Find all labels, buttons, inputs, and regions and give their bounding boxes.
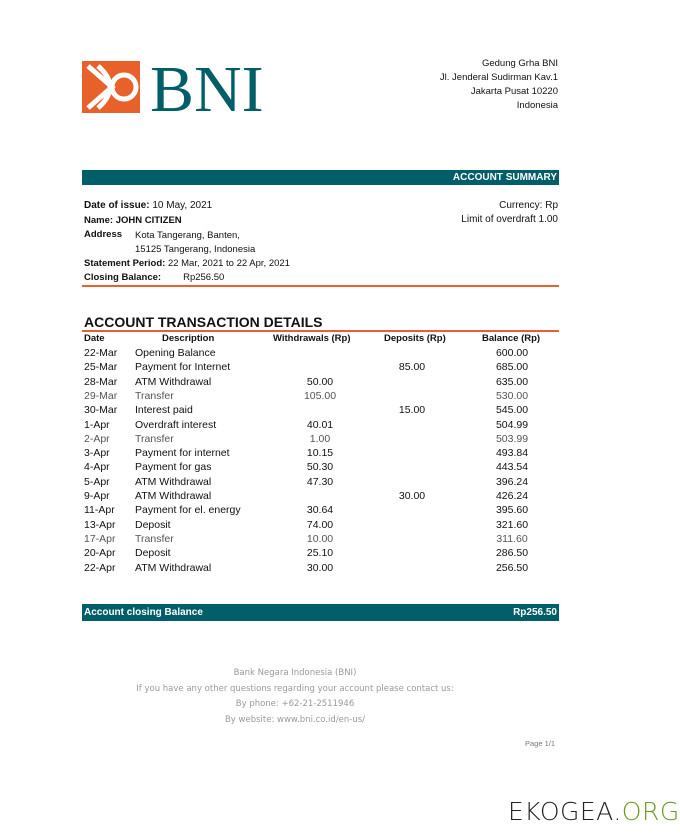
table-row [0, 547, 649, 561]
row-withdrawal: 47.30 [306, 475, 334, 488]
table-row [0, 519, 649, 533]
row-description: Transfer [135, 389, 174, 402]
row-balance: 396.24 [495, 475, 529, 488]
table-row [0, 490, 649, 504]
closing-balance-bar [82, 604, 559, 621]
table-row [0, 433, 649, 447]
col-withdrawals: Withdrawals (Rp) [273, 333, 351, 344]
row-description: Opening Balance [135, 347, 216, 359]
row-date: 5-Apr [84, 475, 110, 488]
table-row [0, 533, 649, 547]
closing-bar-value: Rp256.50 [513, 607, 557, 618]
customer-name: Name: JOHN CITIZEN [84, 215, 182, 226]
table-row [0, 476, 649, 490]
row-description: Payment for el. energy [135, 504, 241, 517]
row-withdrawal: 30.00 [306, 561, 334, 574]
row-date: 30-Mar [84, 404, 118, 417]
row-date: 29-Mar [84, 389, 118, 402]
row-withdrawal: 25.10 [306, 547, 334, 560]
row-balance: 503.99 [495, 432, 529, 445]
row-description: ATM Withdrawal [135, 475, 212, 488]
closing-bar-label: Account closing Balance [84, 607, 203, 618]
row-balance: 600.00 [495, 347, 529, 359]
row-date: 22-Mar [84, 347, 118, 359]
date-of-issue: Date of issue: 10 May, 2021 [84, 200, 213, 211]
table-row [0, 347, 649, 361]
currency: Currency: Rp [499, 200, 558, 211]
row-date: 13-Apr [84, 518, 116, 531]
bni-logo [82, 53, 287, 126]
row-date: 11-Apr [84, 504, 115, 517]
row-description: ATM Withdrawal [135, 375, 212, 388]
row-balance: 286.50 [495, 547, 529, 560]
address-line: Jakarta Pusat 10220 [470, 86, 558, 97]
row-withdrawal: 10.15 [306, 447, 334, 460]
overdraft-limit: Limit of overdraft 1.00 [461, 214, 558, 225]
row-withdrawal: 74.00 [306, 518, 334, 531]
row-balance: 311.60 [496, 532, 528, 545]
closing-balance: Closing Balance: Rp256.50 [84, 272, 225, 283]
row-balance: 545.00 [495, 404, 529, 417]
row-description: Payment for internet [135, 447, 230, 460]
footer-line: Bank Negara Indonesia (BNI) [233, 668, 357, 678]
table-row [0, 361, 649, 375]
divider [82, 285, 559, 287]
footer-contact [30, 666, 560, 728]
address-line: Gedung Grha BNI [481, 58, 558, 69]
row-description: ATM Withdrawal [135, 490, 212, 502]
row-date: 22-Apr [84, 561, 116, 574]
table-row [0, 562, 649, 576]
row-description: Overdraft interest [135, 418, 217, 431]
row-deposit: 30.00 [398, 490, 426, 502]
row-withdrawal: 50.30 [306, 461, 334, 474]
transactions-title: ACCOUNT TRANSACTION DETAILS [84, 314, 323, 330]
statement-period: Statement Period: 22 Mar, 2021 to 22 Apr, 2021 [84, 258, 290, 269]
row-balance: 443.54 [495, 461, 529, 474]
row-withdrawal: 105.00 [303, 389, 337, 402]
row-withdrawal: 1.00 [309, 432, 331, 445]
row-description: Transfer [135, 432, 174, 445]
col-balance: Balance (Rp) [482, 333, 541, 344]
row-balance: 256.50 [495, 561, 529, 574]
row-description: Payment for Internet [135, 361, 231, 374]
table-row [0, 404, 649, 418]
row-date: 1-Apr [84, 418, 110, 431]
row-date: 28-Mar [84, 375, 118, 388]
row-date: 20-Apr [84, 547, 116, 560]
footer-line: By phone: +62-21-2511946 [235, 699, 355, 709]
customer-address: Kota Tangerang, Banten, 15125 Tangerang, Indonesia [135, 230, 256, 255]
account-summary-label: ACCOUNT SUMMARY [452, 172, 557, 183]
table-row [0, 376, 649, 390]
row-deposit: 15.00 [398, 404, 426, 417]
row-date: 17-Apr [84, 532, 116, 545]
svg-text:BNI: BNI [150, 53, 264, 126]
page-number: Page 1/1 [525, 739, 556, 748]
address-line: Indonesia [516, 100, 558, 111]
table-row [0, 461, 649, 475]
row-withdrawal: 40.01 [306, 418, 334, 431]
row-withdrawal: 10.00 [306, 532, 334, 545]
table-row [0, 390, 649, 404]
row-balance: 493.84 [495, 447, 529, 460]
row-balance: 635.00 [495, 375, 529, 388]
row-date: 4-Apr [84, 461, 110, 474]
watermark: EKOGEA.ORG [508, 797, 680, 826]
row-description: Deposit [135, 547, 171, 560]
row-date: 25-Mar [84, 361, 118, 374]
row-withdrawal: 50.00 [306, 375, 334, 388]
row-date: 2-Apr [84, 432, 110, 445]
divider [82, 330, 559, 332]
table-row [0, 419, 649, 433]
row-balance: 685.00 [495, 361, 529, 374]
bank-address [440, 57, 558, 113]
table-row [0, 447, 649, 461]
row-balance: 426.24 [495, 490, 529, 502]
table-row [0, 504, 649, 518]
row-balance: 530.00 [495, 389, 529, 402]
col-deposits: Deposits (Rp) [384, 333, 446, 344]
row-description: Transfer [135, 532, 174, 545]
account-summary-bar [82, 170, 559, 185]
row-description: Interest paid [135, 404, 193, 417]
footer-line: By website: www.bni.co.id/en-us/ [224, 714, 366, 725]
row-description: ATM Withdrawal [135, 561, 212, 574]
address-label: Address [84, 229, 123, 240]
row-deposit: 85.00 [398, 361, 426, 374]
col-description: Description [162, 333, 215, 344]
row-description: Deposit [135, 518, 171, 531]
address-line: Jl. Jenderal Sudirman Kav.1 [439, 72, 558, 83]
col-date: Date [84, 333, 105, 344]
row-withdrawal: 30.64 [306, 504, 334, 517]
row-description: Payment for gas [135, 461, 212, 474]
row-balance: 504.99 [495, 418, 529, 431]
footer-line: If you have any other questions regarding your account please contact us: [136, 683, 454, 694]
row-date: 3-Apr [84, 447, 110, 460]
row-balance: 395.60 [495, 504, 529, 517]
row-date: 9-Apr [84, 490, 110, 502]
row-balance: 321.60 [495, 518, 529, 531]
